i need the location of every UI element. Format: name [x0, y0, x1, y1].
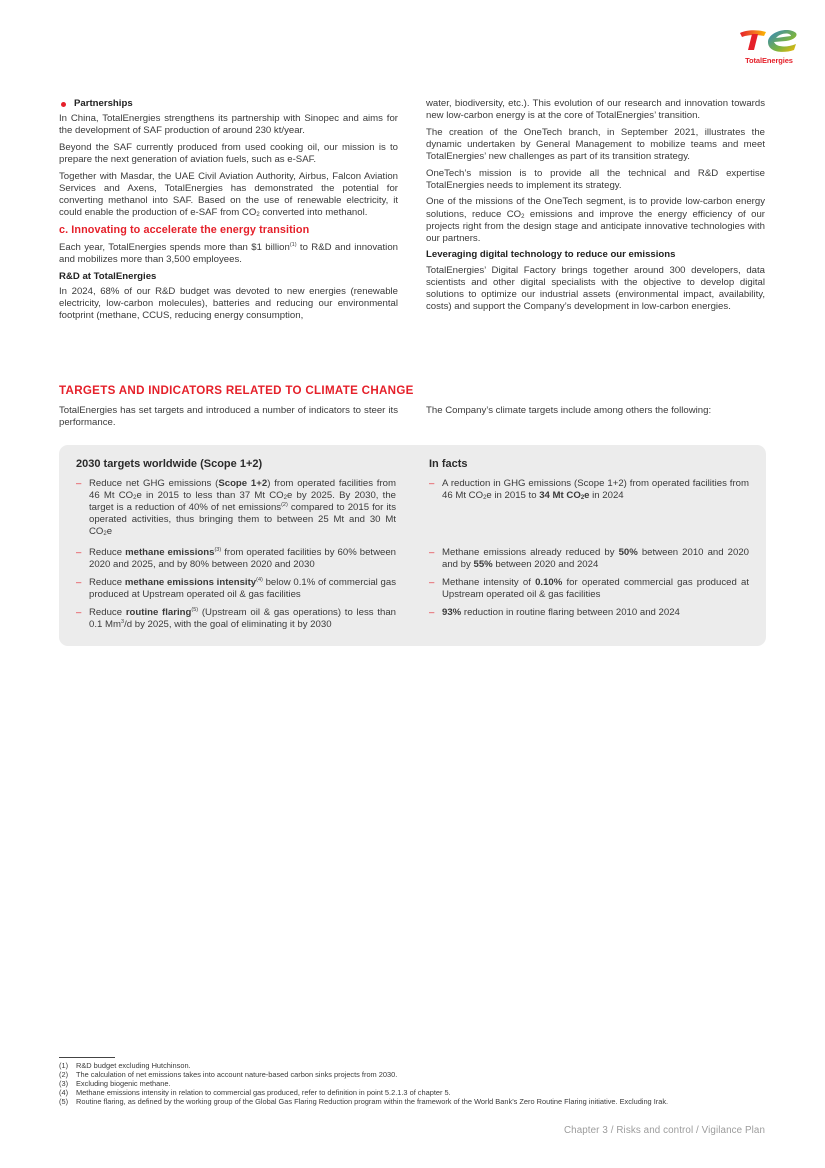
paragraph: The creation of the OneTech branch, in September 2021, illustrates the dynamic undertaken by General Management to mobilize teams and meet TotalEnergies’ new challenges as part of its transition strategy.: [426, 126, 765, 162]
targets-section-title: TARGETS AND INDICATORS RELATED TO CLIMATE CHANGE: [59, 384, 414, 397]
right-column: [426, 98, 765, 317]
paragraph: TotalEnergies’ Digital Factory brings together around 300 developers, data scientists and other digital specialists with the objective to develop digital solutions to optimize our industrial assets (environmental impact, availability, costs) and support the Company’s development in low-carbon energies.: [426, 264, 765, 312]
fact-item: – Methane emissions already reduced by 50% between 2010 and 2020 and by 55% between 2020 and 2024: [429, 547, 749, 571]
target-item: – Reduce net GHG emissions (Scope 1+2) from operated facilities from 46 Mt $CO_2e$ in 2015 to less than 37 Mt $CO_2e$ by 2025. By 2030, the target is a reduction of 40% of net emissions$^{(2)}$ compared to 2015 for its operated activities, thus bringing them to between 25 Mt and 30 Mt $CO_2e$: [76, 478, 397, 538]
paragraph: One of the missions of the OneTech segment, is to provide low-carbon energy solutions, reduce $CO_2$ emissions and improve the energy efficiency of our projects right from the design stage and anticipate innovative technologies with our partners.: [426, 196, 765, 244]
left-column: [59, 98, 398, 327]
footnote: (3) Excluding biogenic methane.: [59, 1079, 171, 1088]
footnote: (1) R&D budget excluding Hutchinson.: [59, 1061, 191, 1070]
footnote: (2) The calculation of net emissions takes into account nature-based carbon sinks projects from 2030.: [59, 1070, 398, 1079]
totalenergies-logo: [736, 24, 802, 68]
paragraph: In 2024, 68% of our R&D budget was devoted to new energies (renewable electricity, low-carbon molecules), batteries and reducing our environmental footprint (methane, CCUS, reducing energy consumption,: [59, 285, 398, 322]
footnote-divider: [59, 1057, 115, 1058]
fact-item: – 93% reduction in routine flaring between 2010 and 2024: [429, 607, 680, 618]
footnote: (4) Methane emissions intensity in relation to commercial gas produced, refer to definition in point 5.2.1.3 of chapter 5.: [59, 1088, 451, 1097]
rd-heading: R&D at TotalEnergies: [59, 270, 157, 282]
paragraph: In China, TotalEnergies strengthens its partnership with Sinopec and aims for the development of SAF production of around 230 kt/year.: [59, 113, 398, 137]
paragraph: Each year, TotalEnergies spends more than $1 billion$^{(1)}$ to R&D and innovation and mobilizes more than 3,500 employees.: [59, 242, 398, 266]
partnerships-heading: [59, 98, 398, 110]
paragraph: water, biodiversity, etc.). This evolution of our research and innovation towards new low-carbon energy is at the core of TotalEnergies’ transition.: [426, 98, 765, 122]
box-right-title: In facts: [429, 458, 468, 470]
target-item: – Reduce methane emissions intensity$^{(4)}$ below 0.1% of commercial gas produced at Upstream operated oil & gas facilities: [76, 577, 397, 601]
digital-heading: Leveraging digital technology to reduce our emissions: [426, 249, 676, 261]
partnerships-title: Partnerships: [74, 98, 133, 109]
page-footer: Chapter 3 / Risks and control / Vigilance Plan: [563, 1125, 765, 1136]
fact-item: – A reduction in GHG emissions (Scope 1+2) from operated facilities from 46 Mt $CO_2e$ in 2015 to 34 Mt $CO_2e$ in 2024: [429, 478, 749, 502]
paragraph: OneTech’s mission is to provide all the technical and R&D expertise TotalEnergies needs to implement its strategy.: [426, 167, 765, 191]
paragraph: Together with Masdar, the UAE Civil Aviation Authority, Airbus, Falcon Aviation Services and Axens, TotalEnergies has demonstrated the potential for converting methanol into SAF. Based on the use of renewable electricity, it could enable the production of e-SAF from $CO_2$ converted into methanol.: [59, 170, 398, 218]
box-left-title: 2030 targets worldwide (Scope 1+2): [76, 458, 263, 470]
brand-name: TotalEnergies: [745, 56, 793, 65]
section-c-heading: c. Innovating to accelerate the energy transition: [59, 224, 310, 237]
footnote: (5) Routine flaring, as defined by the working group of the Global Gas Flaring Reduction program within the framework of the World Bank’s Zero Routine Flaring initiative. Excluding Irak.: [59, 1097, 669, 1106]
targets-intro-left: TotalEnergies has set targets and introduced a number of indicators to steer its performance.: [59, 405, 398, 429]
bullet-dot-icon: [61, 102, 66, 107]
logo-mark-icon: [736, 24, 802, 56]
paragraph: Beyond the SAF currently produced from used cooking oil, our mission is to prepare the next generation of aviation fuels, such as e-SAF.: [59, 141, 398, 165]
targets-intro-right: The Company’s climate targets include among others the following:: [426, 405, 712, 416]
target-item: – Reduce routine flaring$^{(5)}$ (Upstream oil & gas operations) to less than 0.1 Mm$^3$/d by 2025, with the goal of eliminating it by 2030: [76, 607, 396, 631]
target-item: – Reduce methane emissions$^{(3)}$ from operated facilities by 60% between 2020 and 2025, and by 80% between 2020 and 2030: [76, 547, 397, 571]
fact-item: – Methane intensity of 0.10% for operated commercial gas produced at Upstream operated oil & gas facilities: [429, 577, 749, 601]
